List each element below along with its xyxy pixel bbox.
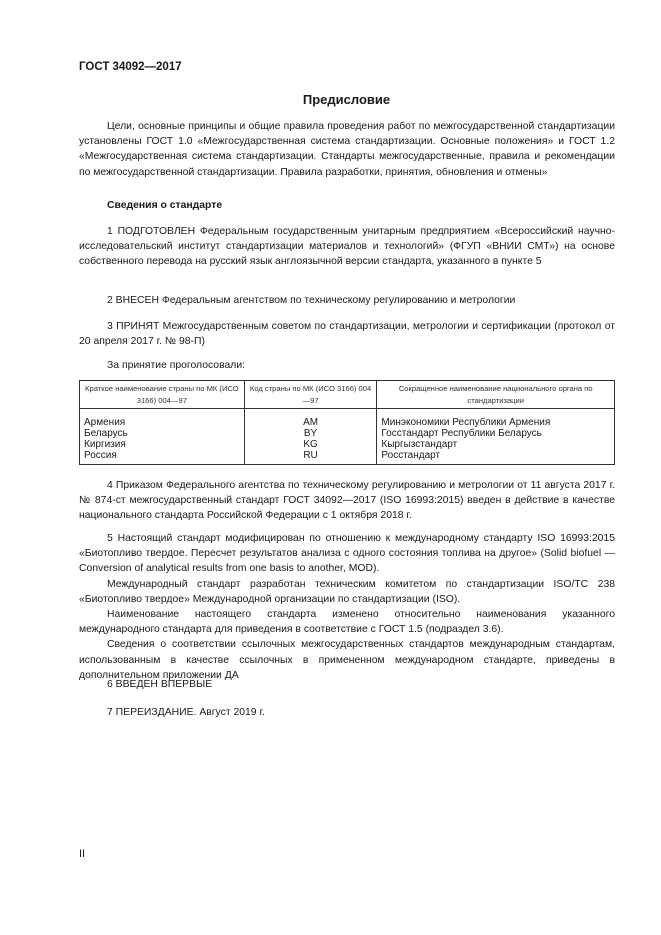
item-5: 5 Настоящий стандарт модифицирован по отношению к международному стандарту ISO 16993:2015 «Биотопливо твердое. Пересчет результатов анализа с одного состояния топлива на другое» (Solid biofuel — Conversion of analytical results from one basis to another, MOD). Международный стандарт разработан техническим комитетом по стандартизации ISO/TC 238 «Биотопливо твердое» Международной организации по стандартизации (ISO). Наименование настоящего стандарта изменено относительно наименования указанного международного стандарта для приведения в соответствие с ГОСТ 1.5 (подраздел 3.6). Сведения о соответствии ссылочных межгосударственных стандартов международным стандартам, использованным в качестве ссылочных в примененном международном стандарте, приведены в дополнительном приложении ДА xyxy=(79,533,615,681)
cell-code: BY xyxy=(244,428,377,439)
item-2: 2 ВНЕСЕН Федеральным агентством по техническому регулированию и метрологии xyxy=(107,295,516,306)
cell-body: Росстандарт xyxy=(377,450,615,465)
column-header-code: Код страны по МК (ИСО 3166) 004—97 xyxy=(244,381,377,409)
item-6: 6 ВВЕДЕН ВПЕРВЫЕ xyxy=(107,679,213,690)
voted-label: За принятие проголосовали: xyxy=(107,360,246,371)
cell-body: Минэкономики Республики Армения xyxy=(377,409,615,429)
page-title: Предисловие xyxy=(302,92,391,107)
intro-paragraph: Цели, основные принципы и общие правила проведения работ по межгосударственной стандартизации установлены ГОСТ 1.0 «Межгосударственная система стандартизации. Основные положения» и ГОСТ 1.2 «Межгосударственная система стандартизации. Стандарты межгосударственные, правила и рекомендации по межгосударственной стандартизации. Правила разработки, принятия, обновления и отмены» xyxy=(79,121,615,178)
table-row xyxy=(80,428,615,439)
table-header-row xyxy=(80,381,615,409)
cell-country: Беларусь xyxy=(80,428,245,439)
cell-body: Госстандарт Республики Беларусь xyxy=(377,428,615,439)
section-heading: Сведения о стандарте xyxy=(107,200,223,211)
document-code: ГОСТ 34092—2017 xyxy=(79,61,182,73)
page-number: II xyxy=(79,848,86,860)
item-3: 3 ПРИНЯТ Межгосударственным советом по стандартизации, метрологии и сертификации (протокол от 20 апреля 2017 г. № 98-П) xyxy=(79,321,615,348)
cell-country: Армения xyxy=(80,409,245,429)
cell-country: Киргизия xyxy=(80,439,245,450)
table-row xyxy=(80,439,615,450)
cell-code: AM xyxy=(244,409,377,429)
cell-country: Россия xyxy=(80,450,245,465)
item-4: 4 Приказом Федерального агентства по техническому регулированию и метрологии от 11 августа 2017 г. № 874-ст межгосударственный стандарт ГОСТ 34092—2017 (ISO 16993:2015) введен в действие в качестве национального стандарта Российской Федерации с 1 октября 2018 г. xyxy=(79,480,615,522)
cell-code: RU xyxy=(244,450,377,465)
column-header-body: Сокращенное наименование национального органа по стандартизации xyxy=(377,381,615,409)
item-7: 7 ПЕРЕИЗДАНИЕ. Август 2019 г. xyxy=(107,707,265,718)
voting-table xyxy=(79,380,615,465)
cell-code: KG xyxy=(244,439,377,450)
column-header-country: Краткое наименование страны по МК (ИСО 3166) 004—97 xyxy=(80,381,245,409)
table-row xyxy=(80,409,615,429)
item-1: 1 ПОДГОТОВЛЕН Федеральным государственным унитарным предприятием «Всероссийский научно-исследовательский институт стандартизации материалов и технологий» (ФГУП «ВНИИ СМТ») на основе собственного перевода на русский язык англоязычной версии стандарта, указанного в пункте 5 xyxy=(79,226,615,268)
table-row xyxy=(80,450,615,465)
cell-body: Кыргызстандарт xyxy=(377,439,615,450)
